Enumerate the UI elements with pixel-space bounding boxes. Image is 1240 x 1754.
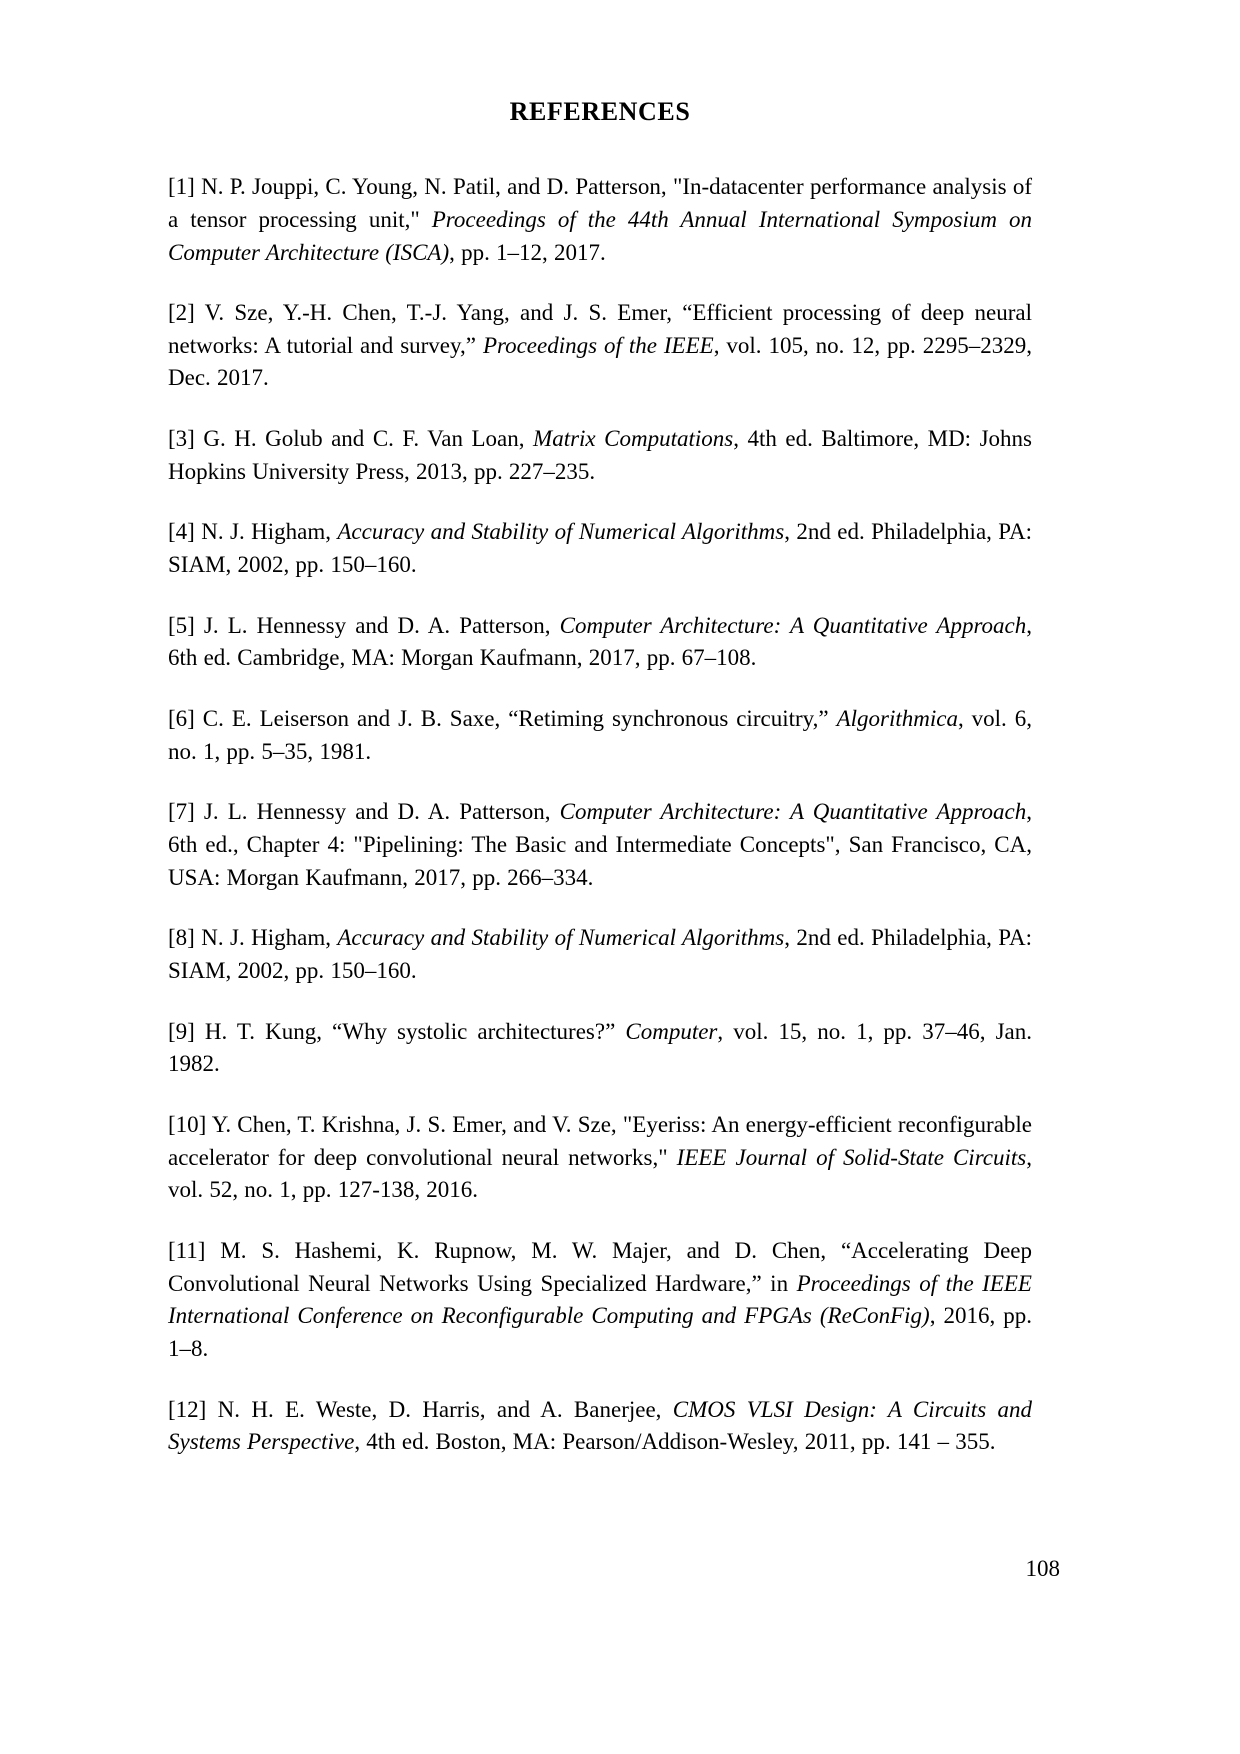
- reference-title-italic: Computer: [625, 1018, 718, 1044]
- reference-entry: [168, 703, 1032, 768]
- reference-text: , 4th ed. Baltimore, MD: Johns Hopkins University Press, 2013, pp. 227–235.: [168, 426, 1032, 484]
- reference-text: , pp. 1–12, 2017.: [449, 239, 606, 265]
- reference-text: [3] G. H. Golub and C. F. Van Loan,: [168, 426, 534, 452]
- reference-entry: [168, 610, 1032, 675]
- reference-text: [10] Y. Chen, T. Krishna, J. S. Emer, and V. Sze, "Eyeriss: An energy-efficient reconfigurable accelerator for deep convolutional neural networks,": [168, 1111, 1032, 1170]
- reference-text: [9] H. T. Kung, “Why systolic architectures?”: [168, 1018, 626, 1044]
- reference-text: [12] N. H. E. Weste, D. Harris, and A. Banerjee,: [168, 1396, 673, 1422]
- reference-entry: [168, 297, 1032, 395]
- reference-entry: [168, 796, 1032, 894]
- reference-entry: [168, 1394, 1032, 1459]
- reference-text: , 4th ed. Boston, MA: Pearson/Addison-Wesley, 2011, pp. 141 – 355.: [354, 1429, 996, 1455]
- reference-title-italic: CMOS VLSI Design: A Circuits and Systems Perspective: [168, 1396, 1033, 1455]
- reference-list: [168, 171, 1032, 1459]
- reference-title-italic: Computer Architecture: A Quantitative Approach: [559, 612, 1027, 638]
- page-content: [168, 96, 1032, 1459]
- reference-title-italic: Proceedings of the IEEE: [482, 332, 714, 358]
- reference-text: , vol. 52, no. 1, pp. 127-138, 2016.: [168, 1144, 1032, 1203]
- reference-entry: [168, 423, 1032, 488]
- page-number: 108: [1025, 1556, 1060, 1581]
- reference-text: [7] J. L. Hennessy and D. A. Patterson,: [168, 799, 560, 825]
- reference-text: [5] J. L. Hennessy and D. A. Patterson,: [168, 612, 560, 638]
- reference-entry: [168, 516, 1032, 581]
- reference-text: [1] N. P. Jouppi, C. Young, N. Patil, and D. Patterson, "In-datacenter performance analysis of a tensor processing unit,": [168, 174, 1032, 232]
- reference-entry: [168, 1109, 1032, 1207]
- reference-text: [11] M. S. Hashemi, K. Rupnow, M. W. Majer, and D. Chen, “Accelerating Deep Convolutional Neural Networks Using Specialized Hardware,” in: [168, 1237, 1032, 1296]
- reference-entry: [168, 1235, 1032, 1366]
- reference-title-italic: Proceedings of the IEEE International Conference on Reconfigurable Computing and FPGAs (ReConFig): [168, 1270, 1032, 1329]
- reference-text: , 6th ed. Cambridge, MA: Morgan Kaufmann, 2017, pp. 67–108.: [168, 612, 1033, 671]
- reference-title-italic: Computer Architecture: A Quantitative Approach: [559, 799, 1027, 825]
- reference-text: [4] N. J. Higham,: [168, 519, 338, 545]
- reference-text: , vol. 6, no. 1, pp. 5–35, 1981.: [168, 706, 1033, 764]
- page-title: REFERENCES: [509, 97, 691, 126]
- reference-text: , 2016, pp. 1–8.: [168, 1303, 1032, 1361]
- reference-title-italic: Proceedings of the 44th Annual International Symposium on Computer Architecture (ISCA): [168, 206, 1032, 265]
- reference-text: [8] N. J. Higham,: [168, 925, 338, 951]
- reference-title-italic: Accuracy and Stability of Numerical Algorithms: [337, 925, 785, 951]
- reference-text: [2] V. Sze, Y.-H. Chen, T.-J. Yang, and J. S. Emer, “Efficient processing of deep neural networks: A tutorial and survey,”: [168, 300, 1032, 358]
- reference-title-italic: Matrix Computations: [533, 426, 734, 452]
- reference-title-italic: Algorithmica: [836, 706, 958, 732]
- reference-text: , 2nd ed. Philadelphia, PA: SIAM, 2002, pp. 150–160.: [168, 925, 1032, 983]
- reference-text: [6] C. E. Leiserson and J. B. Saxe, “Retiming synchronous circuitry,”: [168, 706, 837, 732]
- reference-text: , vol. 15, no. 1, pp. 37–46, Jan. 1982.: [168, 1018, 1032, 1077]
- reference-entry: [168, 171, 1032, 269]
- reference-entry: [168, 1016, 1032, 1081]
- reference-text: , 2nd ed. Philadelphia, PA: SIAM, 2002, pp. 150–160.: [168, 519, 1032, 578]
- reference-entry: [168, 922, 1032, 987]
- reference-text: , vol. 105, no. 12, pp. 2295–2329, Dec. 2017.: [168, 332, 1032, 391]
- reference-title-italic: Accuracy and Stability of Numerical Algorithms: [337, 519, 785, 545]
- reference-title-italic: IEEE Journal of Solid-State Circuits: [676, 1144, 1027, 1170]
- reference-text: , 6th ed., Chapter 4: "Pipelining: The Basic and Intermediate Concepts", San Francisco, CA, USA: Morgan Kaufmann, 2017, pp. 266–334.: [168, 799, 1033, 890]
